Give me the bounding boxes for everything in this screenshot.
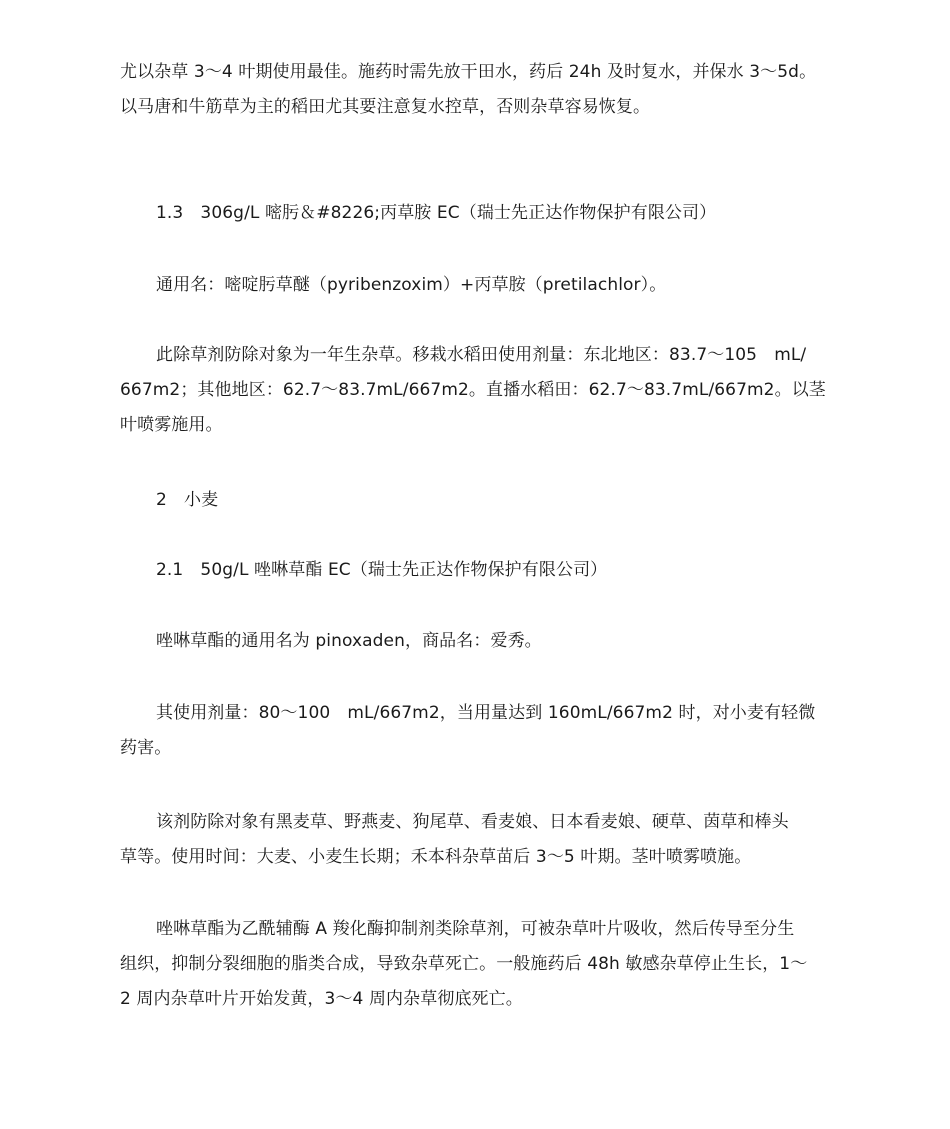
section-heading-1-3 xyxy=(120,196,832,231)
paragraph-dosage-1-3 xyxy=(120,338,832,443)
section-heading-2-1 xyxy=(120,553,832,588)
text-line: 该剂防除对象有黑麦草、野燕麦、狗尾草、看麦娘、日本看麦娘、硬草、茵草和棒头 xyxy=(156,812,789,832)
paragraph-continuation xyxy=(120,55,832,125)
text-line: 草等。使用时间：大麦、小麦生长期；禾本科杂草苗后 3～5 叶期。茎叶喷雾喷施。 xyxy=(120,847,752,867)
text-line: 唑啉草酯为乙酰辅酶 A 羧化酶抑制剂类除草剂，可被杂草叶片吸收，然后传导至分生 xyxy=(156,919,795,939)
text-line: 以马唐和牛筋草为主的稻田尤其要注意复水控草，否则杂草容易恢复。 xyxy=(120,97,651,117)
text-line: 667m2；其他地区：62.7～83.7mL/667m2。直播水稻田：62.7～83.7mL/667m2。以茎 xyxy=(120,380,826,400)
paragraph-dosage-2-1 xyxy=(120,696,832,766)
section-heading-2 xyxy=(120,483,832,518)
text-line: 其使用剂量：80～100 mL/667m2，当用量达到 160mL/667m2 时，对小麦有轻微 xyxy=(156,703,816,723)
text-line: 2 周内杂草叶片开始发黄，3～4 周内杂草彻底死亡。 xyxy=(120,989,523,1009)
text-line: 此除草剂防除对象为一年生杂草。移栽水稻田使用剂量：东北地区：83.7～105 mL/ xyxy=(156,345,807,365)
text-line: 唑啉草酯的通用名为 pinoxaden，商品名：爱秀。 xyxy=(156,631,542,651)
paragraph-targets-2-1 xyxy=(120,805,832,875)
text-line: 尤以杂草 3～4 叶期使用最佳。施药时需先放干田水，药后 24h 及时复水，并保水 3～5d。 xyxy=(120,62,817,82)
text-line: 通用名：嘧啶肟草醚（pyribenzoxim）+丙草胺（pretilachlor）。 xyxy=(156,275,667,295)
paragraph-mechanism-2-1 xyxy=(120,912,832,1017)
text-line: 组织，抑制分裂细胞的脂类合成，导致杂草死亡。一般施药后 48h 敏感杂草停止生长，1～ xyxy=(120,954,808,974)
heading-text: 1.3 306g/L 嘧肟＆#8226;丙草胺 EC（瑞士先正达作物保护有限公司） xyxy=(156,203,717,223)
heading-text: 2 小麦 xyxy=(156,490,219,510)
text-line: 药害。 xyxy=(120,738,172,758)
paragraph-common-name-1-3 xyxy=(120,268,832,303)
text-line: 叶喷雾施用。 xyxy=(120,415,223,435)
paragraph-common-name-2-1 xyxy=(120,624,832,659)
heading-text: 2.1 50g/L 唑啉草酯 EC（瑞士先正达作物保护有限公司） xyxy=(156,560,608,580)
